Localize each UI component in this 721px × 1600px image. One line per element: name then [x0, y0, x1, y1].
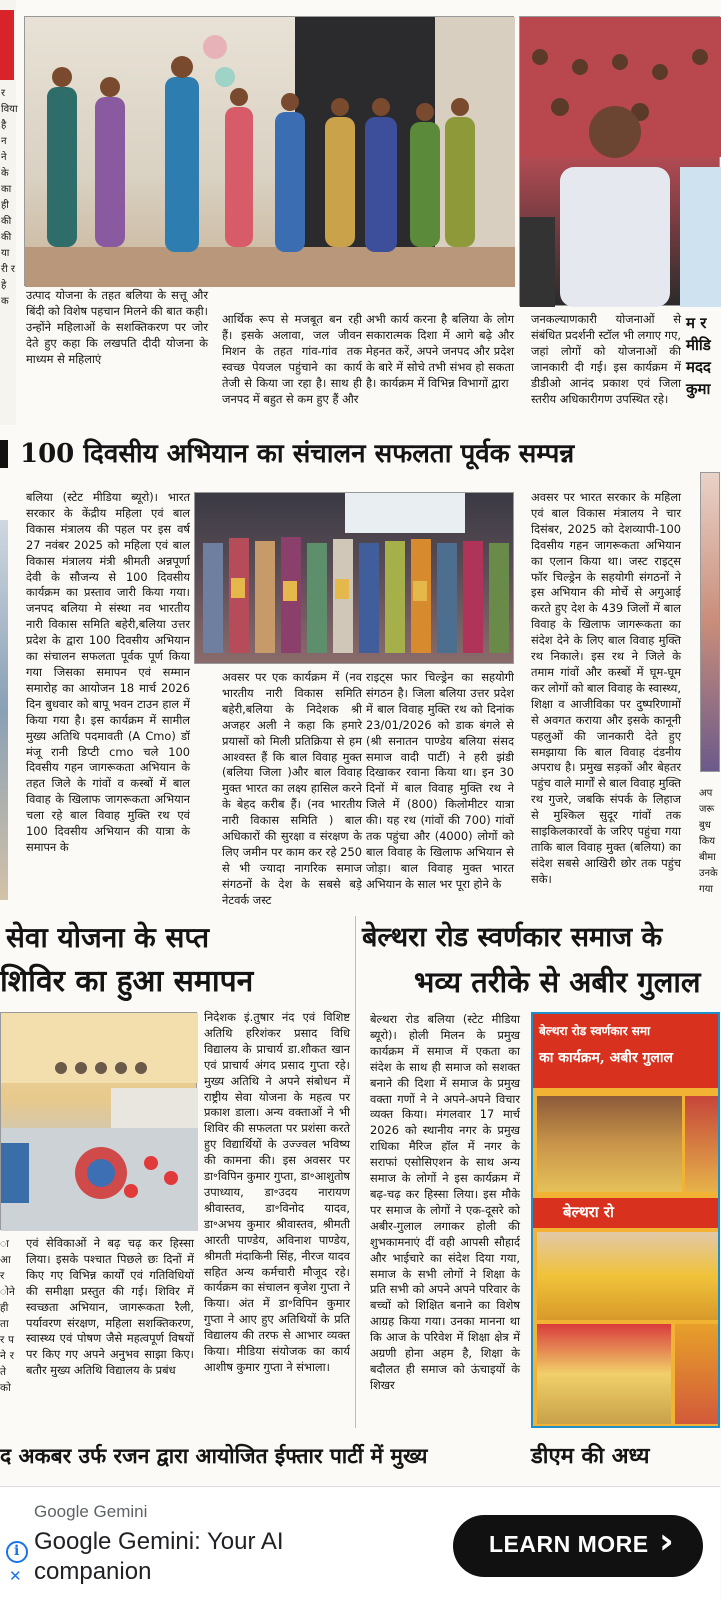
article2-headline-line2: शिविर का हुआ समापन: [0, 964, 254, 999]
article3-body: बेल्थरा रोड बलिया (स्टेट मीडिया ब्यूरो)। होली मिलन के प्रमुख कार्यक्रम में समाज में एकता का संदेश के साथ ही समाज को सशक्त बनाने की दिशा में समाज के प्रमुख वक्ता गणों ने ने अपने-अपने विचार व्यक्त किया। मंगलवार 17 मार्च 2026 को स्थानीय नगर के प्रमुख राधिका मैरिज हॉल में नगर के सराफां एसोसिएशन के साथ अन्य समाज के लोगों ने इस कार्यक्रम में बढ़-चढ़ कर हिस्सा लिया। इस मौके पर समाज के लोगों ने एक-दूसरे को अबीर-गुलाल लगाकर होली की शुभकामनाएं दीं वही आपसी सौहार्द और भाईचारे का संदेश दिया गया, समाज के सभी लोगों ने शिक्षा के प्रति सभी को अपने अपने परिवार के बच्चों को शिक्षित बनाने का विशेष आग्रह किया गया। उनका मानना था कि आज के परिवेश में शिक्षा क्षेत्र में अग्रणी होना अहम है, शिक्षा के बदौलत ही समाज को ऊंचाइयों के शिखर: [370, 1012, 520, 1392]
collage-photo-1: [537, 1096, 682, 1192]
article3-headline-line1: बेल्थरा रोड स्वर्णकार समाज के: [362, 922, 663, 953]
collage-photo-5: [675, 1324, 718, 1424]
top-article-col-1: उत्पाद योजना के तहत बलिया के सत्तू और बिंदी को विशेष पहचान मिलने की बात कही। उन्होंने महिलाओं के सशक्तिकरण पर जोर देते हुए कहा कि लखपति दीदी योजना के माध्यम से महिलाएं: [26, 288, 208, 366]
top-article-col-4: जनकल्याणकारी योजनाओं से संबंधित प्रदर्शनी स्टॉल भी लगाए गए, जहां लोगों को योजनाओं की जानकारी दी गई। इस कार्यक्रम में डीडीओ आनंद प्रकाश एवं जिला स्तरीय अधिकारीगण उपस्थित रहे।: [531, 312, 681, 406]
article1-headline: 100 दिवसीय अभियान का संचालन सफलता पूर्वक सम्पन्न: [20, 439, 575, 469]
left-edge-strip: [0, 0, 16, 425]
collage-photo-4: [537, 1324, 671, 1424]
dance-scene-illustration: [25, 17, 515, 287]
ad-info-icon[interactable]: [6, 1541, 28, 1563]
article1-col-1: बलिया (स्टेट मीडिया ब्यूरो)। भारत सरकार के केंद्रीय महिला एवं बाल विकास मंत्रालय की पहल पर इस वर्ष 27 नवंबर 2025 को महिला एवं बाल विकास मंत्रालय मंत्री श्रीमती अन्नपूर्णा देवी के सौजन्य से 100 दिवसीय कार्यक्रम का प्रस्ताव जारी किया गया। जनपद बलिया मे संस्था नव भारतीय नारी विकास समिति बहेरी,बलिया उत्तर प्रदेश के द्वारा 100 दिवसीय अभियान का संचालन सफलता पूर्वक पूर्ण किया गया जिसका समापन एवं सम्मान समारोह का आयोजन 18 मार्च 2026 दिन बुधवार को बापू भवन टाउन हाल में किया गया है। इस कार्यक्रम में सामील मुख्य अतिथि पदमावती (A Cmo) डॉ मंजू रानी डिप्टी cmo चले 100 दिवसीय गहन जागरूकता अभियान के तहत जिले के गांवों व कस्बों में बाल विवाह के खिलाफ जागरूकता अभियान चला रहे बाल विवाह मुक्ति रथ एवं 100 दिवसीय अभियान की यात्रा के समापन के: [26, 490, 190, 854]
ad-cta-label: LEARN MORE: [489, 1531, 649, 1557]
bottom-headline-left: द अकबर उर्फ रजन द्वारा आयोजित ईफ्तार पार्टी में मुख्य: [0, 1443, 428, 1468]
collage-banner-line1: बेल्थरा रोड स्वर्णकार समा: [539, 1024, 651, 1038]
close-icon-glyph: ✕: [9, 1567, 22, 1585]
photo-audience-officials: [519, 16, 720, 306]
left-photo-fragment: [0, 520, 8, 900]
article1-right-fragment: अप जरू बुध किय बीमा उनके गया: [699, 788, 718, 895]
ad-close-icon[interactable]: [6, 1567, 26, 1587]
info-icon-glyph: i: [14, 1543, 20, 1559]
article2-col-1-fragment: ा आ र ोने ही ता र प ने र ते को: [0, 1238, 15, 1394]
collage-banner-line2: का कार्यक्रम, अबीर गुलाल: [539, 1050, 674, 1066]
photo-award-ceremony: [194, 492, 514, 664]
column-divider: [355, 916, 356, 1428]
left-strip-text: र विया है न ने के का ही की की या री रहे क: [1, 88, 18, 307]
ad-advertiser[interactable]: Google Gemini: [34, 1502, 148, 1521]
article1-col-3: राइट्स फार चिल्ड्रेन का सहयोगी संगठन है। जिला बलिया उत्तर प्रदेश में बाल विवाह मुक्ति रथ को दिनांक 23/01/2026 को डाक बंगले से (श्री सनातन पाण्डेय बलिया संसद समाज वादी पार्टी) ने हरी झंडी दिखाकर रवाना किया था। इन 30 दिनों में बाल विवाह मुक्ति रथ ने जिले में (800) किलोमीटर यात्रा की। यह रथ (गांवों की 700) गांवों तक पहुंचा और (4000) लोगों को बाल विवाह के खिलाफ अभियान से जोड़ा। बाल विवाह मुक्त भारत अभियान के साल भर पूरा होने के: [366, 670, 514, 891]
right-edge-strip: [686, 312, 720, 427]
article2-col-2: एवं सेविकाओं ने बढ़ चढ़ कर हिस्सा लिया। इसके पश्चात पिछले छः दिनों में किए गए विभिन्न कार्यों एवं गतिविधियों की समीक्षा प्रस्तुत की गई। शिविर में स्वच्छता अभियान, जागरूकता रैली, पर्यावरण संरक्षण, महिला सशक्तिकरण, स्वास्थ्य एवं पोषण जैसे महत्वपूर्ण विषयों पर किए गए अपने अनुभव साझा किए। बतौर मुख्य अतिथि विद्यालय के प्रबंध: [26, 1236, 194, 1378]
collage-mid-banner: [533, 1198, 718, 1228]
bottom-headline-right: डीएम की अध्य: [531, 1443, 650, 1469]
award-scene-illustration: [195, 493, 515, 665]
top-article-col-3: अभी कार्य करना है बलिया के लोग सकारात्मक दिशा में आगे बढ़े और मेहनत करें, अपने जनपद और प्रदेश के बारे में सोचे तभी संभव हो सकता है। कार्यक्रम में विभिन्न विभागों द्वारा: [366, 312, 514, 390]
nss-camp-illustration: [1, 1013, 198, 1231]
ad-banner[interactable]: [0, 1486, 720, 1600]
red-logo-fragment: [0, 10, 14, 80]
ad-headline[interactable]: Google Gemini: Your AI companion: [34, 1528, 284, 1585]
collage-photo-2: [685, 1096, 718, 1192]
top-article-col-2: आर्थिक रूप से मजबूत बन रही हैं। इसके अलावा, जल जीवन मिशन के तहत गांव-गांव तक स्वच्छ पेयजल पहुंचाने का कार्य तेजी से किया जा रहा है। साथ ही जनपद में बहुत से कम हुए हैं और: [222, 312, 362, 406]
photo-dance-performance: [24, 16, 514, 286]
article1-left-bullet: [0, 440, 8, 468]
photo-nss-camp: [0, 1012, 197, 1230]
article1-col-4: अवसर पर भारत सरकार के महिला एवं बाल विकास मंत्रालय ने चार दिसंबर, 2025 को देशव्यापी-100 दिवसीय गहन जागरूकता अभियान का एलान किया था। जस्ट राइट्स फॉर चिल्ड्रेन के सहयोगी संगठनों ने इस अभियान की मोर्चे से अगुआई करते हुए देश के 439 जिलों में बाल विवाह के खिलाफ जागरूकता का संदेश देने के लिए बाल विवाह मुक्ति रथ निकाले। इस रथ ने जिले के तमाम गांवों और कस्बों में घूम-घूम कर लोगों को बाल विवाह के स्वास्थ्य, शिक्षा व आजीविका पर दुष्परिणामों से अवगत कराया और इसके कानूनी पहलुओं की जानकारी देते हुए समझाया कि बाल विवाह दंडनीय अपराध है। प्रमुख सड़कों और बेहतर पहुंच वाले मार्गों से बाल विवाह मुक्ति रथ गुजरे, जबकि संपर्क के लिहाज से मुश्किल सुदूर गांवों तक साइकिलकारवों के जरिए पहुंचा गया ताकि बाल विवाह मुक्त (बलिया) का संदेश सबसे आखिरी छोर तक पहुंच सके।: [531, 490, 681, 886]
article3-headline-line2: भव्य तरीके से अबीर गुलाल: [414, 965, 701, 999]
article3-photo-collage: [531, 1012, 720, 1428]
article1-col-2: अवसर पर एक कार्यक्रम में (नव भारतीय नारी विकास समिति बहेरी,बलिया के निदेशक श्री अजहर अली ने कहा कि हमारे प्रयासों को मिली प्रतिक्रिया से हम आश्वस्त हैं कि बाल विवाह मुक्त (बलिया जिला )और बाल विवाह मुक्त भारत का लक्ष्य हासिल करने के बेहद करीब हैं। (नव भारतीय नारी विकास समिति ) बाल अधिकारों की सुरक्षा व संरक्षण के लिए जमीन पर काम कर रहे 250 से भी ज्यादा नागरिक समाज संगठनों के देश के सबसे बड़े नेटवर्क जस्ट: [222, 670, 362, 907]
right-strip-text: म र मीडि मदद कुमा: [686, 314, 711, 398]
photo-right-edge-fragment: [700, 472, 720, 772]
article2-col-3: निदेशक इं.तुषार नंद एवं विशिष्ट अतिथि हरिशंकर प्रसाद विधि विद्यालय के प्राचार्य डा.शौकत खान एवं प्राचार्य अंगद प्रसाद गुप्ता रहे। मुख्य अतिथि ने अपने संबोधन में राष्ट्रीय सेवा योजना के महत्व पर प्रकाश डाला। अन्य वक्ताओं ने भी शिविर की सफलता पर प्रशंसा करते हुए विद्यार्थियों के उज्ज्वल भविष्य की कामना की। इस अवसर पर डा॰विपिन कुमार गुप्ता, डा॰आशुतोष उपाध्याय, डा॰उदय नारायण श्रीवास्तव, डा॰विनोद यादव, डा॰अभय कुमार श्रीवास्तव, श्रीमती आरती पाण्डेय, अविनाश पाण्डेय, श्रीमती मंदाकिनी सिंह, नीरज यादव सहित अन्य कर्मचारी मौजूद रहे। कार्यक्रम का संचालन बृजेश गुप्ता ने किया। अंत में डा॰विपिन कुमार गुप्ता ने आए हुए अतिथियों के प्रति विद्यालय की तरफ से आभार व्यक्त किया। मीडिया संयोजक का कार्य आशीष कुमार गुप्ता ने संभाला।: [204, 1010, 350, 1374]
collage-top-banner: [533, 1014, 718, 1088]
chevron-right-icon: ›: [659, 1521, 674, 1562]
audience-scene-illustration: [520, 17, 721, 307]
ad-cta-button[interactable]: [453, 1515, 703, 1577]
collage-photo-3: [537, 1232, 718, 1320]
collage-mid-banner-text: बेल्थरा रो: [563, 1203, 614, 1221]
article2-headline-line1: सेवा योजना के सप्त: [6, 921, 210, 954]
